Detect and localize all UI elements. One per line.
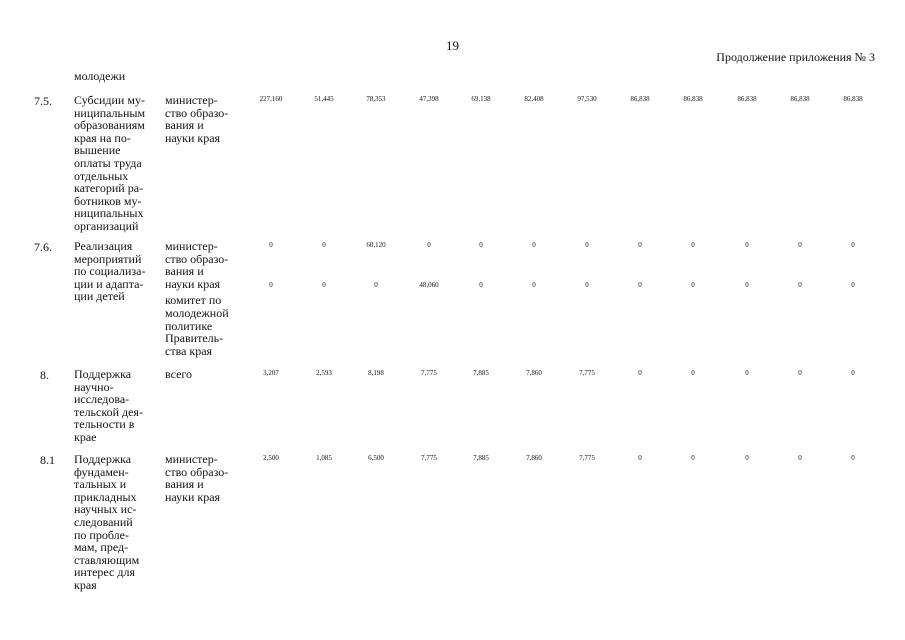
row-name: Поддержка научно- исследова- тельской дея- тельности в крае <box>74 367 143 444</box>
value-cell: 1,085 <box>316 454 332 462</box>
value-cell: 0 <box>638 241 642 249</box>
value-cell: 0 <box>691 454 695 462</box>
value-cell: 51,445 <box>314 95 334 103</box>
value-cell: 0 <box>638 369 642 377</box>
value-cell: 86,838 <box>683 95 703 103</box>
value-line <box>240 453 880 465</box>
value-cell: 0 <box>532 241 536 249</box>
value-cell: 7,775 <box>579 454 595 462</box>
value-cell: 0 <box>638 281 642 289</box>
value-cell: 0 <box>798 369 802 377</box>
row-name: Субсидии му- ниципальным образованиям края на по- вышение оплаты труда отдельных категорий ра- ботников му- ниципальных организаций <box>74 93 146 233</box>
row-number: 8.1 <box>40 453 55 467</box>
row-executor: министер- ство образо- вания и науки края комитет по молодежной политике Правитель- ства края <box>165 239 229 358</box>
value-cell: 6,500 <box>368 454 384 462</box>
value-cell: 7,775 <box>579 369 595 377</box>
appendix-title: Продолжение приложения № 3 <box>716 50 875 64</box>
value-cell: 0 <box>798 454 802 462</box>
row-name: Реализация мероприятий по социализа- ции и адапта- ции детей <box>74 239 146 304</box>
value-cell: 227,160 <box>259 95 283 103</box>
value-cell: 0 <box>745 454 749 462</box>
value-cell: 0 <box>374 281 378 289</box>
value-cell: 0 <box>691 281 695 289</box>
row-executor: министер- ство образо- вания и науки края <box>165 93 229 145</box>
value-cell: 7,885 <box>473 454 489 462</box>
value-cell: 7,775 <box>421 369 437 377</box>
value-cell: 2,593 <box>316 369 332 377</box>
value-cell: 86,838 <box>790 95 810 103</box>
value-line <box>240 240 880 252</box>
value-cell: 7,885 <box>473 369 489 377</box>
value-cell: 0 <box>269 241 273 249</box>
value-cell: 69,138 <box>471 95 491 103</box>
value-cell: 7,860 <box>526 454 542 462</box>
value-cell: 0 <box>851 369 855 377</box>
value-cell: 0 <box>745 369 749 377</box>
value-line <box>240 280 880 292</box>
value-cell: 0 <box>585 281 589 289</box>
value-cell: 86,838 <box>737 95 757 103</box>
value-cell: 0 <box>851 454 855 462</box>
value-cell: 3,207 <box>263 369 279 377</box>
value-line <box>240 368 880 380</box>
value-cell: 0 <box>745 281 749 289</box>
previous-row-fragment: молодежи <box>74 69 126 83</box>
value-cell: 0 <box>269 281 273 289</box>
row-number: 7.5. <box>34 94 52 108</box>
row-number: 7.6. <box>34 240 52 254</box>
row-executor: министер- ство образо- вания и науки края <box>165 452 229 504</box>
value-cell: 7,860 <box>526 369 542 377</box>
value-cell: 0 <box>851 241 855 249</box>
value-line <box>240 94 880 106</box>
value-cell: 0 <box>851 281 855 289</box>
value-cell: 0 <box>638 454 642 462</box>
value-cell: 0 <box>322 241 326 249</box>
value-cell: 47,398 <box>419 95 439 103</box>
value-cell: 0 <box>479 281 483 289</box>
value-cell: 0 <box>479 241 483 249</box>
value-cell: 0 <box>691 241 695 249</box>
value-cell: 48,060 <box>419 281 439 289</box>
value-cell: 60,120 <box>366 241 386 249</box>
row-executor: всего <box>165 367 193 381</box>
value-cell: 2,500 <box>263 454 279 462</box>
value-cell: 8,198 <box>368 369 384 377</box>
value-cell: 82,408 <box>524 95 544 103</box>
row-number: 8. <box>40 368 49 382</box>
value-cell: 97,530 <box>577 95 597 103</box>
value-cell: 86,838 <box>843 95 863 103</box>
value-cell: 0 <box>427 241 431 249</box>
value-cell: 0 <box>322 281 326 289</box>
value-cell: 0 <box>585 241 589 249</box>
value-cell: 78,353 <box>366 95 386 103</box>
page-number: 19 <box>446 38 459 53</box>
value-cell: 0 <box>691 369 695 377</box>
value-cell: 86,838 <box>630 95 650 103</box>
value-cell: 7,775 <box>421 454 437 462</box>
value-cell: 0 <box>798 241 802 249</box>
value-cell: 0 <box>532 281 536 289</box>
row-name: Поддержка фундамен- тальных и прикладных научных ис- следований по пробле- мам, пред- ставляющим интерес для края <box>74 452 140 592</box>
value-cell: 0 <box>745 241 749 249</box>
value-cell: 0 <box>798 281 802 289</box>
